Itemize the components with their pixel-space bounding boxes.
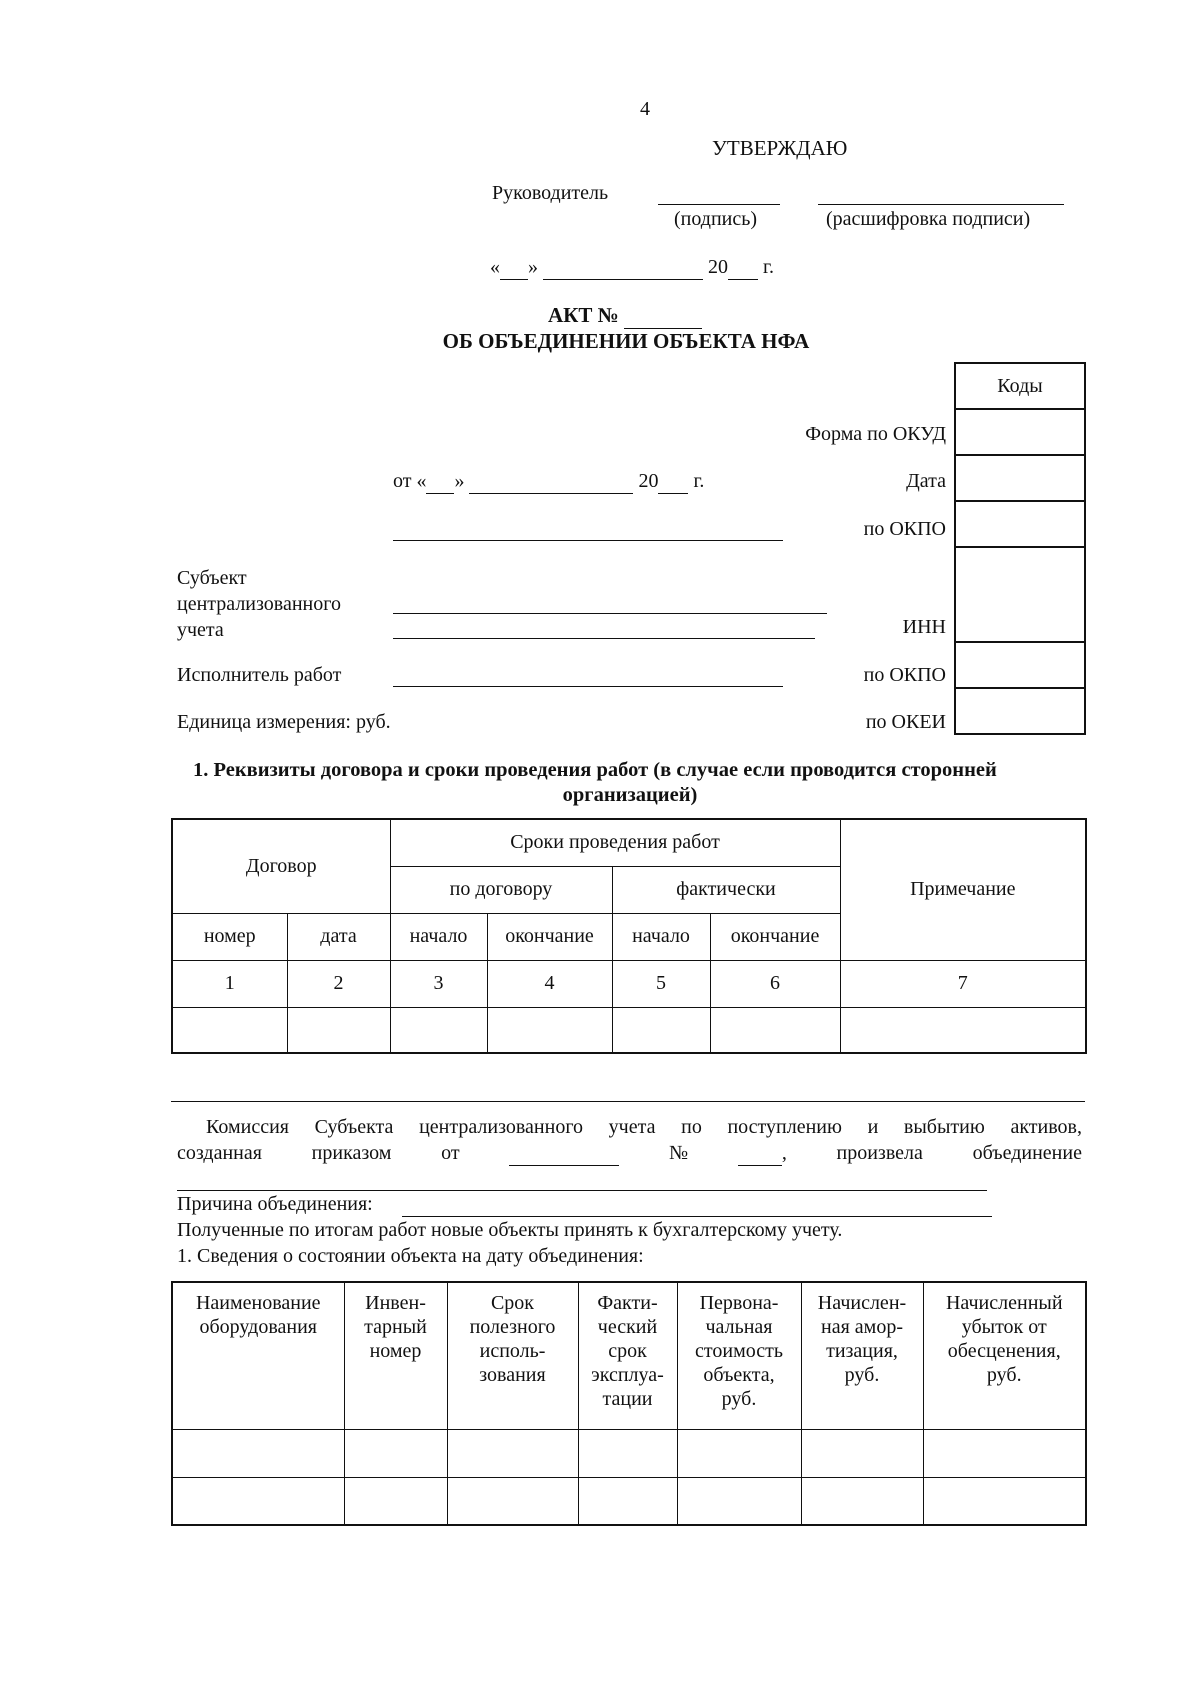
executor-line (393, 686, 783, 687)
approval-heading: УТВЕРЖДАЮ (712, 136, 848, 160)
commission-word: и (867, 1116, 879, 1138)
section1-heading-line2: организацией) (562, 784, 698, 806)
month-blank (543, 256, 703, 280)
commission-word: произвела (836, 1142, 923, 1164)
commission-word: активов, (1010, 1116, 1082, 1138)
merge-object-line (177, 1190, 987, 1191)
header-text: Наименование (195, 1292, 321, 1314)
col-number-6: 6 (710, 960, 840, 1007)
header-text: стоимость (695, 1340, 783, 1362)
act-day-blank (426, 470, 454, 494)
header-text: Начислен- (817, 1292, 907, 1314)
order-number-blank (738, 1142, 782, 1166)
label-inn: ИНН (902, 616, 946, 638)
table-cell (447, 1429, 578, 1477)
subheader-number: номер (172, 913, 287, 960)
header-text: тарный (364, 1316, 427, 1338)
year-blank (728, 256, 758, 280)
act-date (393, 470, 704, 494)
act-year-suffix: г. (693, 470, 705, 492)
col-number-3: 3 (390, 960, 487, 1007)
label-okpo-executor: по ОКПО (863, 664, 946, 686)
subheader-date: дата (287, 913, 390, 960)
label-okud: Форма по ОКУД (805, 423, 946, 445)
col-number-1: 1 (172, 960, 287, 1007)
label-date: Дата (906, 470, 946, 492)
subheader-end-actual: окончание (710, 913, 840, 960)
commission-word: централизованного (419, 1116, 584, 1138)
header-impairment-loss (923, 1282, 1086, 1429)
section-info-title: 1. Сведения о состоянии объекта на дату объединения: (177, 1245, 644, 1267)
header-text: полезного (469, 1316, 556, 1338)
header-text: чальная (705, 1316, 773, 1338)
accept-text: Полученные по итогам работ новые объекты принять к бухгалтерскому учету. (177, 1219, 843, 1241)
subheader-end-contract: окончание (487, 913, 612, 960)
quote-open: « (490, 256, 500, 278)
commission-word: № (669, 1142, 689, 1164)
contract-table (171, 818, 1087, 1054)
table-cell (578, 1477, 677, 1525)
header-text: тизация, (826, 1340, 898, 1362)
header-by-contract: по договору (390, 866, 612, 913)
header-text: оборудования (199, 1316, 317, 1338)
header-text: руб. (986, 1364, 1022, 1386)
commission-word: созданная (177, 1142, 262, 1164)
header-inventory-number (344, 1282, 447, 1429)
signature-line (658, 204, 780, 205)
executor-label: Исполнитель работ (177, 664, 342, 686)
manager-label: Руководитель (492, 182, 609, 204)
commission-comma: , (781, 1142, 787, 1164)
header-text: объекта, (703, 1364, 775, 1386)
table-cell (172, 1477, 344, 1525)
label-okpo: по ОКПО (863, 518, 946, 540)
commission-line1 (206, 1116, 1082, 1139)
col-number-7: 7 (840, 960, 1086, 1007)
order-date-blank (509, 1142, 619, 1166)
table-cell (801, 1429, 923, 1477)
quote-close: » (528, 256, 538, 278)
table-cell (677, 1477, 801, 1525)
col-number-4: 4 (487, 960, 612, 1007)
act-year-prefix: 20 (638, 470, 659, 492)
table-cell (172, 1007, 287, 1053)
code-cell-okei (955, 688, 1085, 734)
commission-word: учета (608, 1116, 656, 1138)
commission-word: поступлению (727, 1116, 842, 1138)
header-text: Срок (490, 1292, 535, 1314)
signature-decoding-caption: (расшифровка подписи) (826, 208, 1031, 230)
table-cell (487, 1007, 612, 1053)
commission-word: приказом (311, 1142, 392, 1164)
act-subtitle: ОБ ОБЪЕДИНЕНИИ ОБЪЕКТА НФА (442, 329, 810, 353)
header-equipment-name (172, 1282, 344, 1429)
act-month-blank (469, 470, 633, 494)
table-cell (172, 1429, 344, 1477)
header-actual: фактически (612, 866, 840, 913)
header-depreciation (801, 1282, 923, 1429)
subheader-start-actual: начало (612, 913, 710, 960)
subject-label (177, 565, 341, 643)
separator-line (171, 1101, 1085, 1102)
code-cell-okpo-executor (955, 642, 1085, 688)
section1-heading-line1: 1. Реквизиты договора и сроки проведения работ (в случае если проводится сторонней (193, 759, 997, 781)
header-text: тации (602, 1388, 653, 1410)
header-initial-cost (677, 1282, 801, 1429)
ot-close: » (454, 470, 465, 492)
day-blank (500, 256, 528, 280)
table-cell (923, 1477, 1086, 1525)
commission-word: Субъекта (314, 1116, 394, 1138)
approval-date (490, 256, 774, 280)
header-text: руб. (844, 1364, 880, 1386)
header-text: обесценения, (947, 1340, 1061, 1362)
table-cell (923, 1429, 1086, 1477)
table-cell (612, 1007, 710, 1053)
header-text: убыток от (961, 1316, 1047, 1338)
year-prefix: 20 (708, 256, 728, 278)
act-year-blank (658, 470, 688, 494)
subject-label-line1: Субъект (177, 567, 247, 589)
page-number: 4 (640, 98, 650, 120)
subject-label-line3: учета (177, 619, 224, 641)
header-note: Примечание (840, 819, 1086, 960)
ot-label: от « (393, 470, 427, 492)
act-title-text: АКТ № (548, 303, 619, 327)
object-state-table (171, 1281, 1087, 1526)
year-suffix: г. (763, 256, 774, 278)
header-text: Факти- (597, 1292, 658, 1314)
subject-line-1 (393, 613, 827, 614)
header-actual-service-life (578, 1282, 677, 1429)
commission-line2 (177, 1142, 1082, 1166)
commission-word: объединение (972, 1142, 1082, 1164)
table-cell (840, 1007, 1086, 1053)
table-cell (710, 1007, 840, 1053)
commission-word: выбытию (903, 1116, 985, 1138)
table-cell (344, 1477, 447, 1525)
code-cell-okpo (955, 501, 1085, 547)
subject-label-line2: централизованного (177, 593, 341, 615)
codes-table (954, 362, 1086, 735)
code-cell-date (955, 455, 1085, 501)
header-text: исполь- (479, 1340, 546, 1362)
table-cell (578, 1429, 677, 1477)
commission-word: по (681, 1116, 702, 1138)
signature-decoding-line (818, 204, 1064, 205)
header-work-period: Сроки проведения работ (390, 819, 840, 866)
subject-line-2 (393, 638, 815, 639)
header-text: Начисленный (945, 1292, 1063, 1314)
act-number-title (548, 303, 702, 329)
table-cell (344, 1429, 447, 1477)
commission-word: от (441, 1142, 460, 1164)
unit-label: Единица измерения: руб. (177, 711, 391, 733)
header-text: ная амор- (821, 1316, 903, 1338)
header-text: зования (479, 1364, 546, 1386)
code-cell-okud (955, 409, 1085, 455)
table-cell (287, 1007, 390, 1053)
reason-label: Причина объединения: (177, 1193, 373, 1215)
table-cell (677, 1429, 801, 1477)
codes-header: Коды (955, 363, 1085, 409)
col-number-5: 5 (612, 960, 710, 1007)
header-text: ческий (597, 1316, 658, 1338)
act-number-blank (624, 303, 702, 329)
table-cell (390, 1007, 487, 1053)
header-text: эксплуа- (591, 1364, 664, 1386)
commission-word: Комиссия (206, 1116, 289, 1138)
table-cell (447, 1477, 578, 1525)
header-text: срок (608, 1340, 647, 1362)
header-useful-life (447, 1282, 578, 1429)
col-number-2: 2 (287, 960, 390, 1007)
label-okei: по ОКЕИ (865, 711, 946, 733)
reason-line (402, 1216, 992, 1217)
header-text: руб. (721, 1388, 757, 1410)
code-cell-inn (955, 547, 1085, 642)
table-cell (801, 1477, 923, 1525)
signature-caption: (подпись) (674, 208, 758, 230)
okpo-line (393, 540, 783, 541)
header-text: Первона- (699, 1292, 779, 1314)
subheader-start-contract: начало (390, 913, 487, 960)
header-text: Инвен- (365, 1292, 426, 1314)
header-contract: Договор (172, 819, 390, 913)
header-text: номер (369, 1340, 422, 1362)
